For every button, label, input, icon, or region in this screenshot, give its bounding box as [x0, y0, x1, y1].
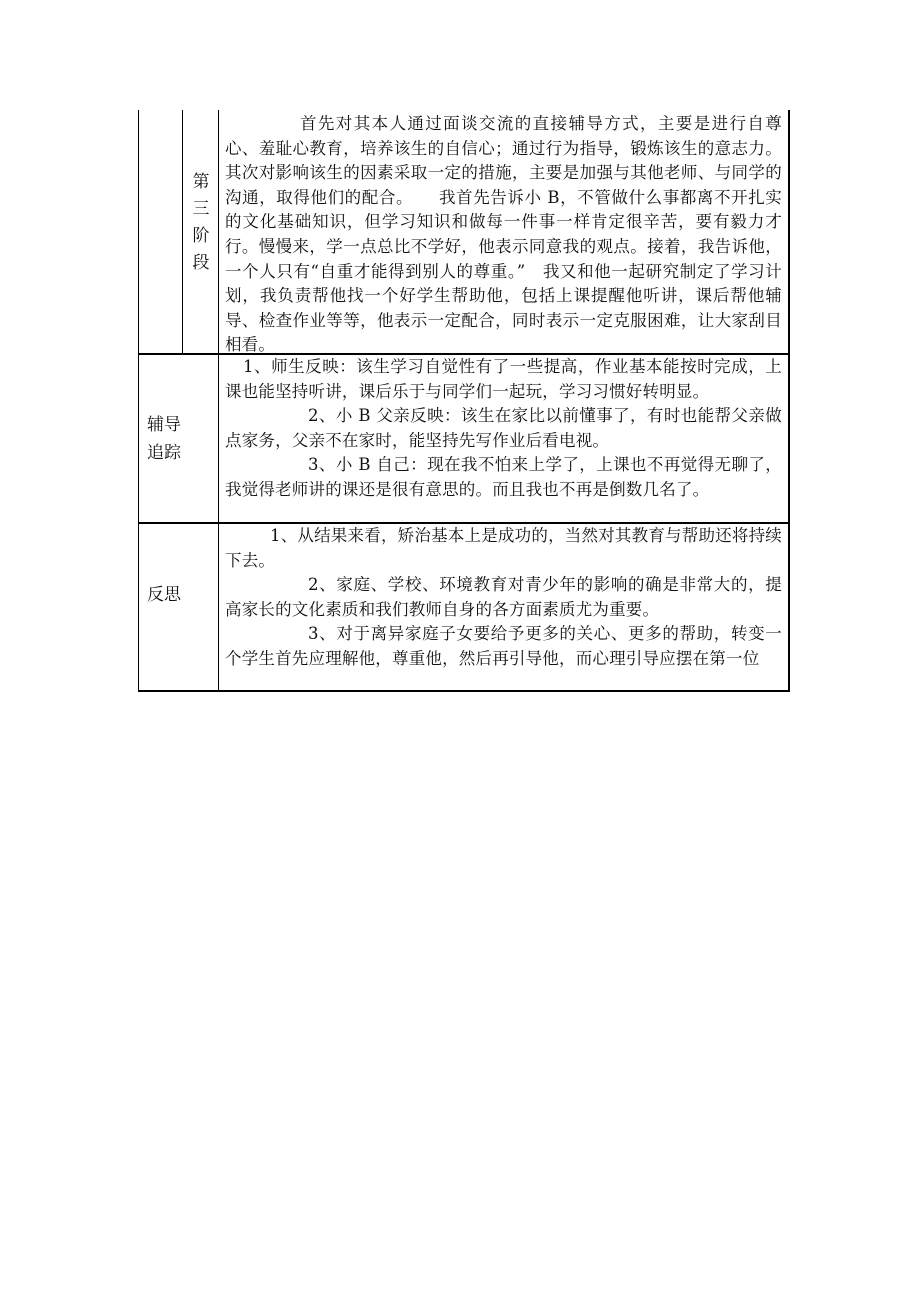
reflection-item: 2、家庭、学校、环境教育对青少年的影响的确是非常大的，提高家长的文化素质和我们教师自身的各方面素质尤为重要。 [225, 575, 782, 619]
table-right-border [788, 110, 790, 356]
tracking-item: 2、小 B 父亲反映：该生在家比以前懂事了，有时也能帮父亲做点家务，父亲不在家时，能坚持先写作业后看电视。 [225, 406, 782, 450]
tracking-label [147, 411, 207, 467]
stage3-label [191, 169, 211, 277]
table-left-border [138, 110, 139, 356]
stage3-label-char: 三 [192, 199, 210, 219]
label-column-border-lower [218, 353, 219, 692]
tracking-label-line2: 追踪 [147, 443, 181, 463]
table-bottom-border [138, 690, 790, 692]
tracking-content [225, 355, 782, 503]
reflection-content [225, 524, 782, 672]
stage3-content [225, 112, 782, 358]
tracking-item: 3、小 B 自己：现在我不怕来上学了，上课也不再觉得无聊了，我觉得老师讲的课还是很有意思的。而且我也不再是倒数几名了。 [225, 455, 782, 499]
tracking-label-line1: 辅导 [147, 415, 181, 435]
table-left-border-lower [138, 353, 139, 692]
reflection-label [147, 581, 207, 609]
stage-label-inner-border [182, 110, 183, 353]
tracking-item: 1、师生反映：该生学习自觉性有了一些提高，作业基本能按时完成，上课也能坚持听讲，课后乐于与同学们一起玩，学习习惯好转明显。 [225, 357, 782, 401]
stage3-label-char: 第 [192, 172, 210, 192]
label-column-border [218, 110, 219, 356]
stage3-label-char: 阶 [192, 226, 210, 246]
reflection-item: 3、对于离异家庭子女要给予更多的关心、更多的帮助，转变一个学生首先应理解他，尊重他，然后再引导他，而心理引导应摆在第一位 [225, 624, 782, 668]
table-right-border-lower [788, 353, 790, 692]
stage3-label-char: 段 [192, 253, 210, 273]
reflection-label-text: 反思 [147, 585, 181, 605]
stage3-paragraph: 首先对其本人通过面谈交流的直接辅导方式，主要是进行自尊心、羞耻心教育，培养该生的自信心；通过行为指导，锻炼该生的意志力。其次对影响该生的因素采取一定的措施，主要是加强与其他老师、与同学的沟通，取得他们的配合。 我首先告诉小 B，不管做什么事都离不开扎实的文化基础知识，但学习知识和做每一件事一样肯定很辛苦，要有毅力才行。慢慢来，学一点总比不学好，他表示同意我的观点。接着，我告诉他，一个人只有“自重才能得到别人的尊重。” 我又和他一起研究制定了学习计划，我负责帮他找一个好学生帮助他，包括上课提醒他听讲，课后帮他辅导、检查作业等等，他表示一定配合，同时表示一定克服困难，让大家刮目相看。 [225, 114, 782, 355]
reflection-item: 1、从结果来看，矫治基本上是成功的，当然对其教育与帮助还将持续下去。 [225, 526, 782, 570]
